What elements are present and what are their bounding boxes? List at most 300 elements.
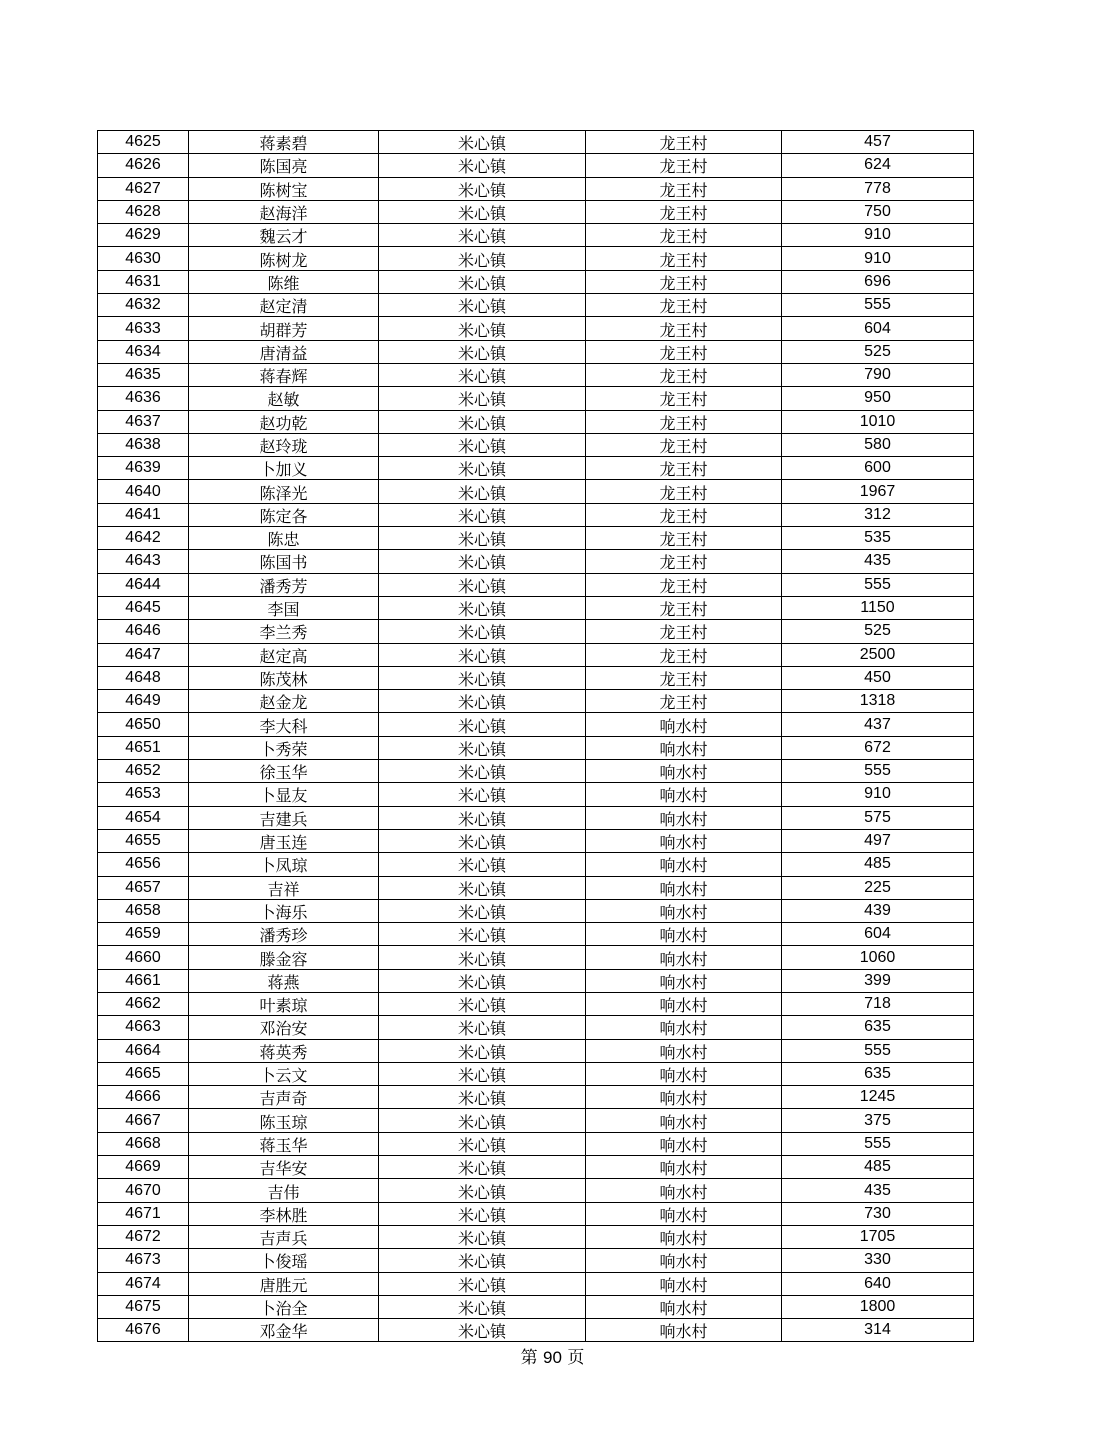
table-row [98, 690, 974, 713]
village-cell: 响水村 [586, 1088, 782, 1111]
name-cell: 卜海乐 [189, 901, 379, 924]
village-cell: 响水村 [586, 1274, 782, 1297]
amount-cell: 1705 [782, 1225, 974, 1248]
town-cell: 米心镇 [379, 552, 586, 575]
town-cell: 米心镇 [379, 1274, 586, 1297]
table-row [98, 573, 974, 596]
row-number-cell: 4640 [98, 480, 189, 503]
row-number-cell: 4636 [98, 387, 189, 410]
village-cell: 龙王村 [586, 272, 782, 295]
town-cell: 米心镇 [379, 1251, 586, 1274]
amount-cell: 485 [782, 1156, 974, 1179]
name-cell: 吉声奇 [189, 1088, 379, 1111]
amount-cell: 555 [782, 760, 974, 783]
village-cell: 响水村 [586, 855, 782, 878]
row-number-cell: 4648 [98, 666, 189, 689]
name-cell: 蒋春辉 [189, 365, 379, 388]
amount-cell: 375 [782, 1109, 974, 1132]
town-cell: 米心镇 [379, 459, 586, 482]
row-number-cell: 4675 [98, 1295, 189, 1318]
amount-cell: 1318 [782, 690, 974, 713]
town-cell: 米心镇 [379, 668, 586, 691]
amount-cell: 450 [782, 666, 974, 689]
name-cell: 卜云文 [189, 1064, 379, 1087]
row-number-cell: 4665 [98, 1062, 189, 1085]
page-footer [0, 1343, 1105, 1368]
amount-cell: 604 [782, 923, 974, 946]
town-cell: 米心镇 [379, 1227, 586, 1250]
town-cell: 米心镇 [379, 1297, 586, 1320]
table-row [98, 1249, 974, 1272]
row-number-cell: 4676 [98, 1319, 189, 1342]
row-number-cell: 4658 [98, 899, 189, 922]
amount-cell: 635 [782, 1016, 974, 1039]
town-cell: 米心镇 [379, 1204, 586, 1227]
table-row [98, 363, 974, 386]
name-cell: 卜凤琼 [189, 855, 379, 878]
row-number-cell: 4638 [98, 433, 189, 456]
village-cell: 响水村 [586, 1204, 782, 1227]
row-number-cell: 4627 [98, 177, 189, 200]
table-row [98, 899, 974, 922]
name-cell: 胡群芳 [189, 319, 379, 342]
amount-cell: 555 [782, 1132, 974, 1155]
row-number-cell: 4654 [98, 806, 189, 829]
town-cell: 米心镇 [379, 622, 586, 645]
village-cell: 响水村 [586, 1111, 782, 1134]
village-cell: 龙王村 [586, 435, 782, 458]
village-cell: 响水村 [586, 948, 782, 971]
table-row [98, 806, 974, 829]
amount-cell: 314 [782, 1319, 974, 1342]
row-number-cell: 4659 [98, 923, 189, 946]
name-cell: 李兰秀 [189, 622, 379, 645]
amount-cell: 435 [782, 1179, 974, 1202]
table-row [98, 200, 974, 223]
town-cell: 米心镇 [379, 1158, 586, 1181]
town-cell: 米心镇 [379, 272, 586, 295]
row-number-cell: 4631 [98, 270, 189, 293]
town-cell: 米心镇 [379, 855, 586, 878]
row-number-cell: 4642 [98, 527, 189, 550]
town-cell: 米心镇 [379, 202, 586, 225]
amount-cell: 750 [782, 200, 974, 223]
amount-cell: 580 [782, 433, 974, 456]
town-cell: 米心镇 [379, 762, 586, 785]
table-row [98, 736, 974, 759]
row-number-cell: 4649 [98, 690, 189, 713]
village-cell: 龙王村 [586, 179, 782, 202]
table-row [98, 1062, 974, 1085]
village-cell: 龙王村 [586, 505, 782, 528]
village-cell: 响水村 [586, 715, 782, 738]
town-cell: 米心镇 [379, 435, 586, 458]
row-number-cell: 4671 [98, 1202, 189, 1225]
name-cell: 徐玉华 [189, 762, 379, 785]
name-cell: 卜俊瑶 [189, 1251, 379, 1274]
row-number-cell: 4673 [98, 1249, 189, 1272]
row-number-cell: 4625 [98, 131, 189, 154]
name-cell: 赵定清 [189, 296, 379, 319]
name-cell: 陈国书 [189, 552, 379, 575]
amount-cell: 435 [782, 550, 974, 573]
amount-cell: 330 [782, 1249, 974, 1272]
town-cell: 米心镇 [379, 505, 586, 528]
amount-cell: 718 [782, 992, 974, 1015]
row-number-cell: 4646 [98, 620, 189, 643]
name-cell: 蒋燕 [189, 971, 379, 994]
amount-cell: 399 [782, 969, 974, 992]
village-cell: 响水村 [586, 1018, 782, 1041]
name-cell: 赵功乾 [189, 412, 379, 435]
town-cell: 米心镇 [379, 226, 586, 249]
town-cell: 米心镇 [379, 808, 586, 831]
name-cell: 赵海洋 [189, 202, 379, 225]
name-cell: 陈维 [189, 272, 379, 295]
name-cell: 陈玉琼 [189, 1111, 379, 1134]
table-row [98, 876, 974, 899]
row-number-cell: 4650 [98, 713, 189, 736]
village-cell: 龙王村 [586, 692, 782, 715]
village-cell: 响水村 [586, 762, 782, 785]
amount-cell: 555 [782, 294, 974, 317]
town-cell: 米心镇 [379, 249, 586, 272]
table-row [98, 1109, 974, 1132]
row-number-cell: 4643 [98, 550, 189, 573]
name-cell: 潘秀珍 [189, 925, 379, 948]
town-cell: 米心镇 [379, 598, 586, 621]
row-number-cell: 4637 [98, 410, 189, 433]
town-cell: 米心镇 [379, 529, 586, 552]
name-cell: 卜显友 [189, 785, 379, 808]
amount-cell: 910 [782, 224, 974, 247]
records-table-body [98, 131, 974, 1342]
village-cell: 龙王村 [586, 598, 782, 621]
name-cell: 陈树龙 [189, 249, 379, 272]
name-cell: 赵定高 [189, 645, 379, 668]
name-cell: 邓金华 [189, 1321, 379, 1344]
table-row [98, 317, 974, 340]
name-cell: 叶素琼 [189, 994, 379, 1017]
village-cell: 龙王村 [586, 412, 782, 435]
amount-cell: 910 [782, 783, 974, 806]
amount-cell: 525 [782, 340, 974, 363]
village-cell: 响水村 [586, 925, 782, 948]
village-cell: 响水村 [586, 785, 782, 808]
row-number-cell: 4662 [98, 992, 189, 1015]
table-row [98, 177, 974, 200]
village-cell: 响水村 [586, 1134, 782, 1157]
name-cell: 李大科 [189, 715, 379, 738]
amount-cell: 950 [782, 387, 974, 410]
amount-cell: 555 [782, 1039, 974, 1062]
row-number-cell: 4657 [98, 876, 189, 899]
row-number-cell: 4652 [98, 760, 189, 783]
amount-cell: 778 [782, 177, 974, 200]
records-table [97, 130, 974, 1342]
amount-cell: 1967 [782, 480, 974, 503]
town-cell: 米心镇 [379, 785, 586, 808]
village-cell: 响水村 [586, 738, 782, 761]
row-number-cell: 4653 [98, 783, 189, 806]
town-cell: 米心镇 [379, 575, 586, 598]
name-cell: 唐胜元 [189, 1274, 379, 1297]
name-cell: 陈茂林 [189, 668, 379, 691]
village-cell: 龙王村 [586, 296, 782, 319]
row-number-cell: 4635 [98, 363, 189, 386]
town-cell: 米心镇 [379, 1064, 586, 1087]
name-cell: 吉祥 [189, 878, 379, 901]
table-row [98, 387, 974, 410]
row-number-cell: 4641 [98, 503, 189, 526]
table-row [98, 643, 974, 666]
amount-cell: 730 [782, 1202, 974, 1225]
village-cell: 响水村 [586, 971, 782, 994]
village-cell: 响水村 [586, 878, 782, 901]
row-number-cell: 4655 [98, 829, 189, 852]
table-row [98, 946, 974, 969]
name-cell: 唐玉连 [189, 831, 379, 854]
village-cell: 龙王村 [586, 156, 782, 179]
name-cell: 陈忠 [189, 529, 379, 552]
name-cell: 邓治安 [189, 1018, 379, 1041]
table-row [98, 1086, 974, 1109]
row-number-cell: 4639 [98, 457, 189, 480]
village-cell: 响水村 [586, 1181, 782, 1204]
town-cell: 米心镇 [379, 971, 586, 994]
town-cell: 米心镇 [379, 901, 586, 924]
table-row [98, 340, 974, 363]
amount-cell: 485 [782, 853, 974, 876]
row-number-cell: 4626 [98, 154, 189, 177]
amount-cell: 1800 [782, 1295, 974, 1318]
village-cell: 响水村 [586, 1041, 782, 1064]
amount-cell: 2500 [782, 643, 974, 666]
row-number-cell: 4660 [98, 946, 189, 969]
amount-cell: 457 [782, 131, 974, 154]
table-row [98, 270, 974, 293]
town-cell: 米心镇 [379, 715, 586, 738]
table-row [98, 829, 974, 852]
town-cell: 米心镇 [379, 133, 586, 156]
village-cell: 龙王村 [586, 365, 782, 388]
town-cell: 米心镇 [379, 645, 586, 668]
town-cell: 米心镇 [379, 389, 586, 412]
amount-cell: 910 [782, 247, 974, 270]
amount-cell: 575 [782, 806, 974, 829]
table-row [98, 410, 974, 433]
name-cell: 陈树宝 [189, 179, 379, 202]
row-number-cell: 4674 [98, 1272, 189, 1295]
town-cell: 米心镇 [379, 342, 586, 365]
village-cell: 响水村 [586, 808, 782, 831]
row-number-cell: 4633 [98, 317, 189, 340]
village-cell: 响水村 [586, 1227, 782, 1250]
amount-cell: 1060 [782, 946, 974, 969]
row-number-cell: 4629 [98, 224, 189, 247]
town-cell: 米心镇 [379, 948, 586, 971]
amount-cell: 696 [782, 270, 974, 293]
village-cell: 响水村 [586, 901, 782, 924]
row-number-cell: 4656 [98, 853, 189, 876]
table-row [98, 596, 974, 619]
amount-cell: 672 [782, 736, 974, 759]
row-number-cell: 4647 [98, 643, 189, 666]
name-cell: 吉伟 [189, 1181, 379, 1204]
town-cell: 米心镇 [379, 156, 586, 179]
row-number-cell: 4663 [98, 1016, 189, 1039]
name-cell: 蒋英秀 [189, 1041, 379, 1064]
row-number-cell: 4632 [98, 294, 189, 317]
amount-cell: 312 [782, 503, 974, 526]
table-row [98, 131, 974, 154]
row-number-cell: 4668 [98, 1132, 189, 1155]
name-cell: 赵玲珑 [189, 435, 379, 458]
village-cell: 龙王村 [586, 389, 782, 412]
village-cell: 龙王村 [586, 459, 782, 482]
row-number-cell: 4651 [98, 736, 189, 759]
village-cell: 龙王村 [586, 202, 782, 225]
name-cell: 吉建兵 [189, 808, 379, 831]
table-row [98, 433, 974, 456]
table-row [98, 969, 974, 992]
amount-cell: 600 [782, 457, 974, 480]
table-row [98, 760, 974, 783]
page-label-prefix: 第 [520, 1348, 538, 1368]
table-row [98, 1039, 974, 1062]
table-row [98, 1016, 974, 1039]
name-cell: 陈泽光 [189, 482, 379, 505]
amount-cell: 1150 [782, 596, 974, 619]
town-cell: 米心镇 [379, 482, 586, 505]
table-row [98, 1272, 974, 1295]
amount-cell: 604 [782, 317, 974, 340]
town-cell: 米心镇 [379, 878, 586, 901]
table-row [98, 294, 974, 317]
name-cell: 魏云才 [189, 226, 379, 249]
village-cell: 龙王村 [586, 226, 782, 249]
village-cell: 龙王村 [586, 249, 782, 272]
table-row [98, 713, 974, 736]
table-row [98, 620, 974, 643]
table-row [98, 503, 974, 526]
table-row [98, 1132, 974, 1155]
town-cell: 米心镇 [379, 179, 586, 202]
town-cell: 米心镇 [379, 296, 586, 319]
town-cell: 米心镇 [379, 1111, 586, 1134]
name-cell: 吉华安 [189, 1158, 379, 1181]
village-cell: 响水村 [586, 1064, 782, 1087]
town-cell: 米心镇 [379, 1321, 586, 1344]
name-cell: 卜治全 [189, 1297, 379, 1320]
row-number-cell: 4661 [98, 969, 189, 992]
town-cell: 米心镇 [379, 1018, 586, 1041]
row-number-cell: 4667 [98, 1109, 189, 1132]
name-cell: 陈国亮 [189, 156, 379, 179]
village-cell: 龙王村 [586, 133, 782, 156]
amount-cell: 640 [782, 1272, 974, 1295]
page-label-suffix: 页 [567, 1348, 585, 1368]
village-cell: 龙王村 [586, 482, 782, 505]
amount-cell: 790 [782, 363, 974, 386]
town-cell: 米心镇 [379, 412, 586, 435]
name-cell: 卜秀荣 [189, 738, 379, 761]
town-cell: 米心镇 [379, 994, 586, 1017]
village-cell: 龙王村 [586, 552, 782, 575]
village-cell: 龙王村 [586, 645, 782, 668]
name-cell: 唐清益 [189, 342, 379, 365]
row-number-cell: 4630 [98, 247, 189, 270]
town-cell: 米心镇 [379, 925, 586, 948]
amount-cell: 525 [782, 620, 974, 643]
village-cell: 响水村 [586, 831, 782, 854]
table-row [98, 666, 974, 689]
village-cell: 响水村 [586, 1321, 782, 1344]
village-cell: 龙王村 [586, 575, 782, 598]
name-cell: 吉声兵 [189, 1227, 379, 1250]
village-cell: 龙王村 [586, 529, 782, 552]
village-cell: 响水村 [586, 1158, 782, 1181]
table-row [98, 992, 974, 1015]
page-number: 90 [543, 1348, 562, 1367]
row-number-cell: 4666 [98, 1086, 189, 1109]
row-number-cell: 4628 [98, 200, 189, 223]
amount-cell: 1245 [782, 1086, 974, 1109]
table-row [98, 1319, 974, 1342]
name-cell: 李林胜 [189, 1204, 379, 1227]
table-row [98, 783, 974, 806]
table-row [98, 224, 974, 247]
town-cell: 米心镇 [379, 1088, 586, 1111]
row-number-cell: 4664 [98, 1039, 189, 1062]
town-cell: 米心镇 [379, 1181, 586, 1204]
village-cell: 龙王村 [586, 342, 782, 365]
name-cell: 蒋素碧 [189, 133, 379, 156]
amount-cell: 225 [782, 876, 974, 899]
name-cell: 赵金龙 [189, 692, 379, 715]
town-cell: 米心镇 [379, 692, 586, 715]
row-number-cell: 4670 [98, 1179, 189, 1202]
village-cell: 响水村 [586, 994, 782, 1017]
table-row [98, 1156, 974, 1179]
village-cell: 龙王村 [586, 668, 782, 691]
row-number-cell: 4645 [98, 596, 189, 619]
table-row [98, 1179, 974, 1202]
town-cell: 米心镇 [379, 738, 586, 761]
row-number-cell: 4672 [98, 1225, 189, 1248]
table-row [98, 154, 974, 177]
name-cell: 陈定各 [189, 505, 379, 528]
amount-cell: 624 [782, 154, 974, 177]
table-row [98, 1295, 974, 1318]
table-row [98, 1225, 974, 1248]
name-cell: 赵敏 [189, 389, 379, 412]
village-cell: 龙王村 [586, 622, 782, 645]
row-number-cell: 4669 [98, 1156, 189, 1179]
name-cell: 卜加义 [189, 459, 379, 482]
name-cell: 李国 [189, 598, 379, 621]
amount-cell: 535 [782, 527, 974, 550]
town-cell: 米心镇 [379, 1134, 586, 1157]
village-cell: 龙王村 [586, 319, 782, 342]
table-row [98, 247, 974, 270]
town-cell: 米心镇 [379, 319, 586, 342]
village-cell: 响水村 [586, 1297, 782, 1320]
table-row [98, 457, 974, 480]
amount-cell: 497 [782, 829, 974, 852]
village-cell: 响水村 [586, 1251, 782, 1274]
row-number-cell: 4634 [98, 340, 189, 363]
